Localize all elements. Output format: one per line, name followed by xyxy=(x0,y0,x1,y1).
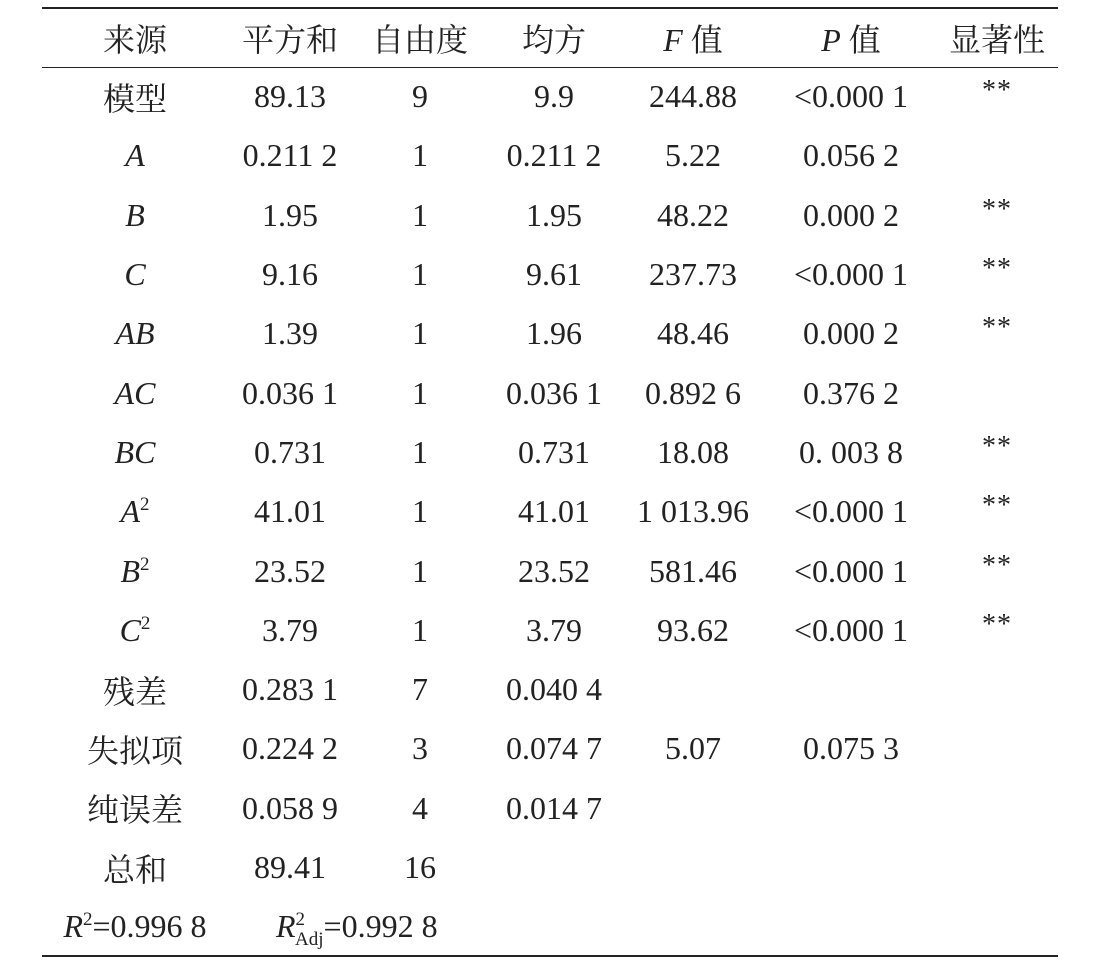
cell-mean-square: 41.01 xyxy=(518,493,590,530)
header-sum-of-squares: 平方和 xyxy=(228,8,352,67)
cell-p-value: 0.000 2 xyxy=(803,315,899,352)
cell-significance xyxy=(936,541,1058,600)
cell-f-value: 93.62 xyxy=(657,611,729,648)
cell-source xyxy=(42,245,228,304)
header-f-symbol: F xyxy=(663,21,683,58)
significance-marker: ** xyxy=(982,608,1012,640)
cell-significance xyxy=(936,186,1058,245)
cell-f-value: 237.73 xyxy=(649,256,737,293)
significance-marker: ** xyxy=(982,549,1012,581)
source-label: B xyxy=(120,552,141,589)
table-row xyxy=(42,186,1058,245)
r-squared-adjusted xyxy=(228,897,488,956)
r-squared-superscript: 2 xyxy=(83,908,93,930)
cell-mean-square: 9.61 xyxy=(526,256,582,293)
cell-significance xyxy=(936,304,1058,363)
r-squared-value: =0.996 8 xyxy=(92,907,207,944)
cell-degrees-of-freedom: 7 xyxy=(412,671,428,708)
cell-mean-square: 1.96 xyxy=(526,315,582,352)
cell-p-value: 0.075 3 xyxy=(803,730,899,767)
r-squared-adj-value: =0.992 8 xyxy=(323,907,438,944)
cell-mean-square: 3.79 xyxy=(526,611,582,648)
source-label: BC xyxy=(114,433,156,470)
cell-p-value xyxy=(766,779,936,838)
header-row xyxy=(42,8,1058,67)
cell-degrees-of-freedom: 4 xyxy=(412,789,428,826)
cell-mean-square: 0.014 7 xyxy=(506,789,602,826)
cell-p-value: 0.056 2 xyxy=(803,137,899,174)
cell-degrees-of-freedom: 1 xyxy=(412,611,428,648)
cell-degrees-of-freedom: 1 xyxy=(412,433,428,470)
cell-mean-square: 1.95 xyxy=(526,196,582,233)
cell-f-value: 5.22 xyxy=(665,137,721,174)
cell-degrees-of-freedom: 16 xyxy=(404,849,436,885)
cell-source xyxy=(42,126,228,185)
header-significance: 显著性 xyxy=(936,8,1058,67)
header-f-suffix: 值 xyxy=(690,21,723,58)
table-row xyxy=(42,719,1058,778)
source-label: 模型 xyxy=(102,80,167,117)
cell-source xyxy=(42,423,228,482)
table-row xyxy=(42,363,1058,422)
source-label: 残差 xyxy=(102,673,167,710)
cell-significance xyxy=(936,67,1058,126)
cell-degrees-of-freedom: 1 xyxy=(412,196,428,233)
r-squared-symbol: R xyxy=(63,907,83,944)
cell-sum-of-squares: 3.79 xyxy=(262,611,318,648)
cell-source xyxy=(42,779,228,838)
cell-sum-of-squares: 0.224 2 xyxy=(242,730,338,767)
cell-p-value: 0.000 2 xyxy=(803,196,899,233)
cell-sum-of-squares: 9.16 xyxy=(262,256,318,293)
cell-significance xyxy=(936,423,1058,482)
cell-source xyxy=(42,838,228,897)
cell-significance xyxy=(936,601,1058,660)
empty-cell xyxy=(488,897,620,956)
table-row xyxy=(42,482,1058,541)
cell-significance xyxy=(936,482,1058,541)
r-squared-adj-symbol: R xyxy=(276,907,296,944)
source-label: 总和 xyxy=(102,851,167,888)
cell-f-value: 18.08 xyxy=(657,433,729,470)
cell-mean-square xyxy=(488,838,620,897)
cell-sum-of-squares: 0.058 9 xyxy=(242,789,338,826)
cell-f-value: 581.46 xyxy=(649,552,737,589)
cell-f-value: 48.22 xyxy=(657,196,729,233)
cell-p-value xyxy=(766,660,936,719)
header-p-suffix: 值 xyxy=(848,21,881,58)
cell-significance xyxy=(936,779,1058,838)
cell-f-value: 0.892 6 xyxy=(645,374,741,411)
cell-source xyxy=(42,601,228,660)
cell-significance xyxy=(936,245,1058,304)
header-p-value xyxy=(766,8,936,67)
source-label: C xyxy=(124,256,146,293)
cell-f-value: 244.88 xyxy=(649,78,737,115)
cell-significance xyxy=(936,660,1058,719)
cell-source xyxy=(42,482,228,541)
header-mean-square: 均方 xyxy=(488,8,620,67)
cell-degrees-of-freedom: 3 xyxy=(412,730,428,767)
cell-mean-square: 9.9 xyxy=(534,78,574,115)
cell-significance xyxy=(936,126,1058,185)
cell-degrees-of-freedom: 1 xyxy=(412,137,428,174)
cell-degrees-of-freedom: 1 xyxy=(412,552,428,589)
source-superscript: 2 xyxy=(140,494,150,516)
cell-p-value: <0.000 1 xyxy=(793,256,909,293)
cell-source xyxy=(42,67,228,126)
source-label: C xyxy=(119,611,141,648)
table-row xyxy=(42,601,1058,660)
table-row xyxy=(42,304,1058,363)
cell-source xyxy=(42,304,228,363)
cell-significance xyxy=(936,719,1058,778)
r-squared-adj-subscript: Adj xyxy=(295,928,324,950)
source-label: A xyxy=(120,493,141,530)
table-row xyxy=(42,245,1058,304)
cell-significance xyxy=(936,838,1058,897)
cell-f-value: 1 013.96 xyxy=(637,493,749,530)
empty-cell xyxy=(620,897,766,956)
cell-mean-square: 23.52 xyxy=(518,552,590,589)
cell-sum-of-squares: 89.13 xyxy=(254,78,326,115)
cell-mean-square: 0.731 xyxy=(518,433,590,470)
cell-p-value: <0.000 1 xyxy=(793,611,909,648)
significance-marker: ** xyxy=(982,75,1012,107)
cell-f-value: 5.07 xyxy=(665,730,721,767)
r-squared xyxy=(42,897,228,956)
header-p-symbol: P xyxy=(821,21,841,58)
header-source: 来源 xyxy=(42,8,228,67)
cell-f-value xyxy=(620,838,766,897)
cell-p-value: 0. 003 8 xyxy=(799,433,903,470)
cell-degrees-of-freedom: 1 xyxy=(412,256,428,293)
source-label: B xyxy=(125,196,145,233)
cell-p-value: 0.376 2 xyxy=(803,374,899,411)
table-row xyxy=(42,67,1058,126)
fit-statistics-row xyxy=(42,897,1058,956)
source-label: AB xyxy=(115,315,155,352)
table-row xyxy=(42,660,1058,719)
source-superscript: 2 xyxy=(140,612,151,634)
source-label: AC xyxy=(114,374,156,411)
cell-p-value xyxy=(766,838,936,897)
cell-sum-of-squares: 0.283 1 xyxy=(242,671,338,708)
cell-source xyxy=(42,660,228,719)
cell-p-value: <0.000 1 xyxy=(793,552,909,589)
anova-table xyxy=(42,7,1058,957)
cell-sum-of-squares: 1.39 xyxy=(262,315,318,352)
cell-mean-square: 0.040 4 xyxy=(506,671,602,708)
significance-marker: ** xyxy=(982,490,1012,522)
cell-sum-of-squares: 0.731 xyxy=(254,433,326,470)
cell-degrees-of-freedom: 1 xyxy=(412,493,428,530)
table-row xyxy=(42,838,1058,897)
significance-marker: ** xyxy=(982,253,1012,285)
source-superscript: 2 xyxy=(140,553,150,575)
cell-sum-of-squares: 0.211 2 xyxy=(242,137,338,174)
significance-marker: ** xyxy=(982,312,1012,344)
table-row xyxy=(42,541,1058,600)
cell-sum-of-squares: 0.036 1 xyxy=(242,374,338,411)
significance-marker: ** xyxy=(982,430,1012,462)
cell-sum-of-squares: 89.41 xyxy=(254,849,326,885)
table-row xyxy=(42,423,1058,482)
cell-p-value: <0.000 1 xyxy=(793,78,909,115)
cell-mean-square: 0.036 1 xyxy=(506,374,602,411)
source-label: A xyxy=(125,137,145,174)
cell-degrees-of-freedom: 1 xyxy=(412,374,428,411)
cell-mean-square: 0.074 7 xyxy=(506,730,602,767)
cell-sum-of-squares: 1.95 xyxy=(262,196,318,233)
cell-f-value xyxy=(620,779,766,838)
cell-source xyxy=(42,363,228,422)
cell-degrees-of-freedom: 1 xyxy=(412,315,428,352)
cell-sum-of-squares: 41.01 xyxy=(254,493,326,530)
significance-marker: ** xyxy=(982,193,1012,225)
cell-mean-square: 0.211 2 xyxy=(506,137,602,174)
source-label: 失拟项 xyxy=(86,732,183,769)
header-f-value xyxy=(620,8,766,67)
cell-source xyxy=(42,186,228,245)
empty-cell xyxy=(766,897,936,956)
cell-source xyxy=(42,719,228,778)
empty-cell xyxy=(936,897,1058,956)
cell-degrees-of-freedom: 9 xyxy=(412,78,428,115)
cell-f-value: 48.46 xyxy=(657,315,729,352)
cell-significance xyxy=(936,363,1058,422)
header-degrees-of-freedom: 自由度 xyxy=(352,8,488,67)
source-label: 纯误差 xyxy=(86,792,183,829)
table-row xyxy=(42,126,1058,185)
cell-source xyxy=(42,541,228,600)
cell-f-value xyxy=(620,660,766,719)
table-row xyxy=(42,779,1058,838)
cell-p-value: <0.000 1 xyxy=(793,493,909,530)
cell-sum-of-squares: 23.52 xyxy=(254,552,326,589)
r-squared-adj-superscript: 2 xyxy=(295,908,306,930)
